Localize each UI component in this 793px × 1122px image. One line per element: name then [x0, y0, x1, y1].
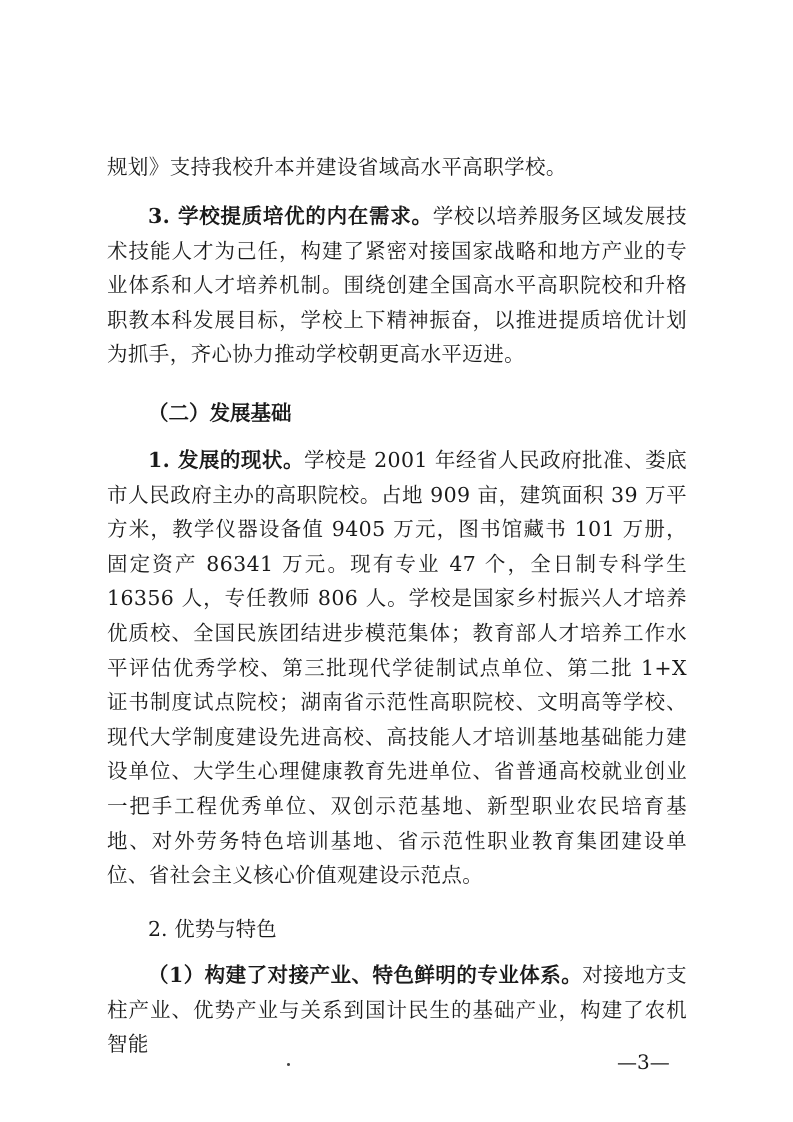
paragraph-continuation: [107, 150, 687, 185]
paragraph-text: 对接地方支柱产业、优势产业与关系到国计民生的基础产业，构建了农机智能: [107, 963, 687, 1057]
subsection-heading-text: 2. 优势与特色: [148, 917, 277, 941]
scan-speck: [287, 1063, 290, 1066]
paragraph-item-1: [107, 443, 687, 893]
paragraph-text: 学校是 2001 年经省人民政府批准、娄底市人民政府主办的高职院校。占地 909 亩，建筑面积 39 万平方米，教学仪器设备值 9405 万元，图书馆藏书 101 万册，固定资产 86341 万元。现有专业 47 个，全日制专科学生 16356 人，专任教师 806 人。学校是国家乡村振兴人才培养优质校、全国民族团结进步模范集体；教育部人才培养工作水平评估优秀学校、第三批现代学徒制试点单位、第二批 1+X 证书制度试点院校；湖南省示范性高职院校、文明高等学校、现代大学制度建设先进高校、高技能人才培训基地基础能力建设单位、大学生心理健康教育先进单位、省普通高校就业创业一把手工程优秀单位、双创示范基地、新型职业农民培育基地、对外劳务特色培训基地、省示范性职业教育集团建设单位、省社会主义核心价值观建设示范点。: [107, 448, 688, 888]
page-number: —3—: [617, 1050, 670, 1074]
item-heading: 1. 发展的现状。: [148, 448, 304, 472]
item-heading: 3. 学校提质培优的内在需求。: [148, 204, 433, 228]
item-heading: （1）构建了对接产业、特色鲜明的专业体系。: [148, 963, 583, 987]
paragraph-sub-item-1: [107, 958, 687, 1062]
paragraph-text: 规划》支持我校升本并建设省域高水平高职学校。: [107, 155, 567, 179]
subsection-heading: [148, 912, 277, 947]
section-heading: [148, 396, 292, 431]
section-heading-text: （二）发展基础: [148, 401, 292, 425]
paragraph-text: 学校以培养服务区域发展技术技能人才为己任，构建了紧密对接国家战略和地方产业的专业体系和人才培养机制。围绕创建全国高水平高职院校和升格职教本科发展目标，学校上下精神振奋，以推进提质培优计划为抓手，齐心协力推动学校朝更高水平迈进。: [107, 204, 687, 367]
paragraph-item-3: [107, 199, 687, 372]
